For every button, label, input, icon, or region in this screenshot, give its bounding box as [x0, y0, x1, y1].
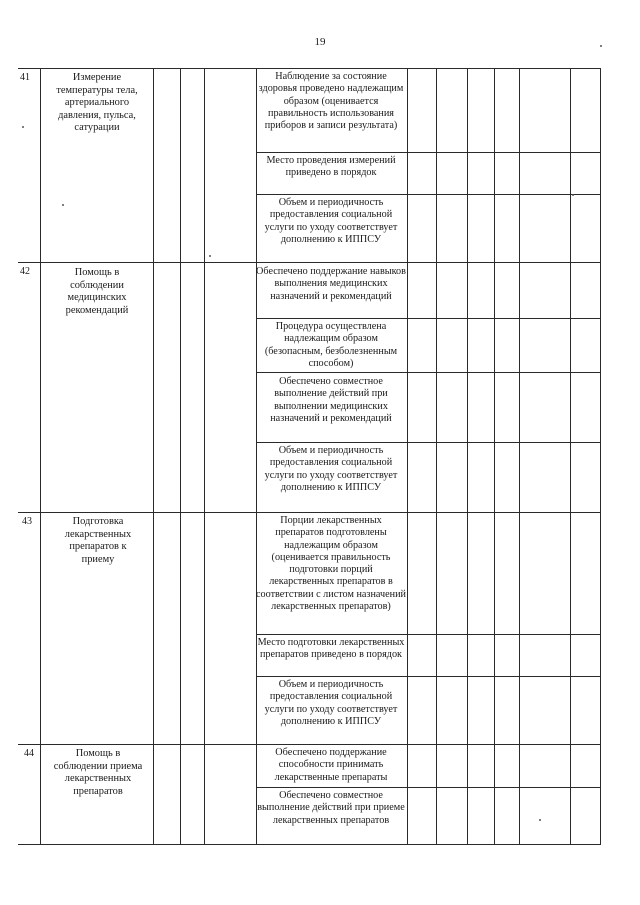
scan-speck [22, 126, 24, 128]
col-border [570, 68, 571, 845]
sub-row-border [256, 152, 601, 153]
criterion: Объем и периодичность предоставления социальной услуги по уходу соответствует дополнению к ИППСУ [264, 445, 398, 493]
col-border [600, 68, 601, 845]
criterion: Объем и периодичность предоставления социальной услуги по уходу соответствует дополнению к ИППСУ [264, 679, 398, 727]
col-border [467, 68, 468, 845]
criterion: Обеспечено поддержание способности принимать лекарственные препараты [274, 747, 388, 783]
col-border [407, 68, 408, 845]
col-border [204, 68, 205, 845]
col-border [153, 68, 154, 845]
row-border [18, 844, 601, 845]
service-name: Помощь в соблюдении медицинских рекомендаций [65, 267, 129, 316]
criterion: Место проведения измерений приведено в порядок [266, 155, 396, 179]
scan-speck [600, 45, 602, 47]
criterion: Процедура осуществлена надлежащим образом (безопасным, безболезненным способом) [264, 321, 398, 369]
scan-speck [572, 194, 574, 196]
sub-row-border [256, 634, 601, 635]
row-border [18, 512, 601, 513]
scan-speck [539, 819, 541, 821]
row-border [18, 744, 601, 745]
row-number: 43 [22, 516, 32, 527]
col-border [180, 68, 181, 845]
col-border [40, 68, 41, 845]
criterion: Обеспечено совместное выполнение действий при выполнении медицинских назначений и рекомендаций [270, 376, 392, 424]
row-border [18, 68, 601, 69]
criterion: Порции лекарственных препаратов подготовлены надлежащим образом (оценивается правильность подготовки порций лекарственных препаратов в соответствии с листом назначений лекарственных препаратов) [256, 515, 407, 613]
col-border [494, 68, 495, 845]
scan-speck [209, 255, 211, 257]
criterion: Наблюдение за состояние здоровья проведено надлежащим образом (оценивается правильность использования приборов и записи результата) [258, 71, 404, 132]
row-border [18, 262, 601, 263]
sub-row-border [256, 787, 601, 788]
page-number: 19 [314, 36, 326, 48]
sub-row-border [256, 372, 601, 373]
sub-row-border [256, 194, 601, 195]
col-border [436, 68, 437, 845]
row-number: 41 [20, 72, 30, 83]
scan-speck [62, 204, 64, 206]
service-name: Измерение температуры тела, артериального давления, пульса, сатурации [56, 72, 138, 134]
sub-row-border [256, 442, 601, 443]
criterion: Место подготовки лекарственных препаратов приведено в порядок [257, 637, 405, 661]
sub-row-border [256, 318, 601, 319]
row-number: 44 [24, 748, 34, 759]
sub-row-border [256, 676, 601, 677]
service-name: Помощь в соблюдении приема лекарственных препаратов [53, 748, 143, 797]
criterion: Обеспечено поддержание навыков выполнения медицинских назначений и рекомендаций [256, 266, 406, 302]
criterion: Обеспечено совместное выполнение действий при приеме лекарственных препаратов [257, 790, 405, 826]
row-number: 42 [20, 266, 30, 277]
service-name: Подготовка лекарственных препаратов к приему [64, 516, 132, 565]
col-border [519, 68, 520, 845]
criterion: Объем и периодичность предоставления социальной услуги по уходу соответствует дополнению к ИППСУ [264, 197, 398, 245]
